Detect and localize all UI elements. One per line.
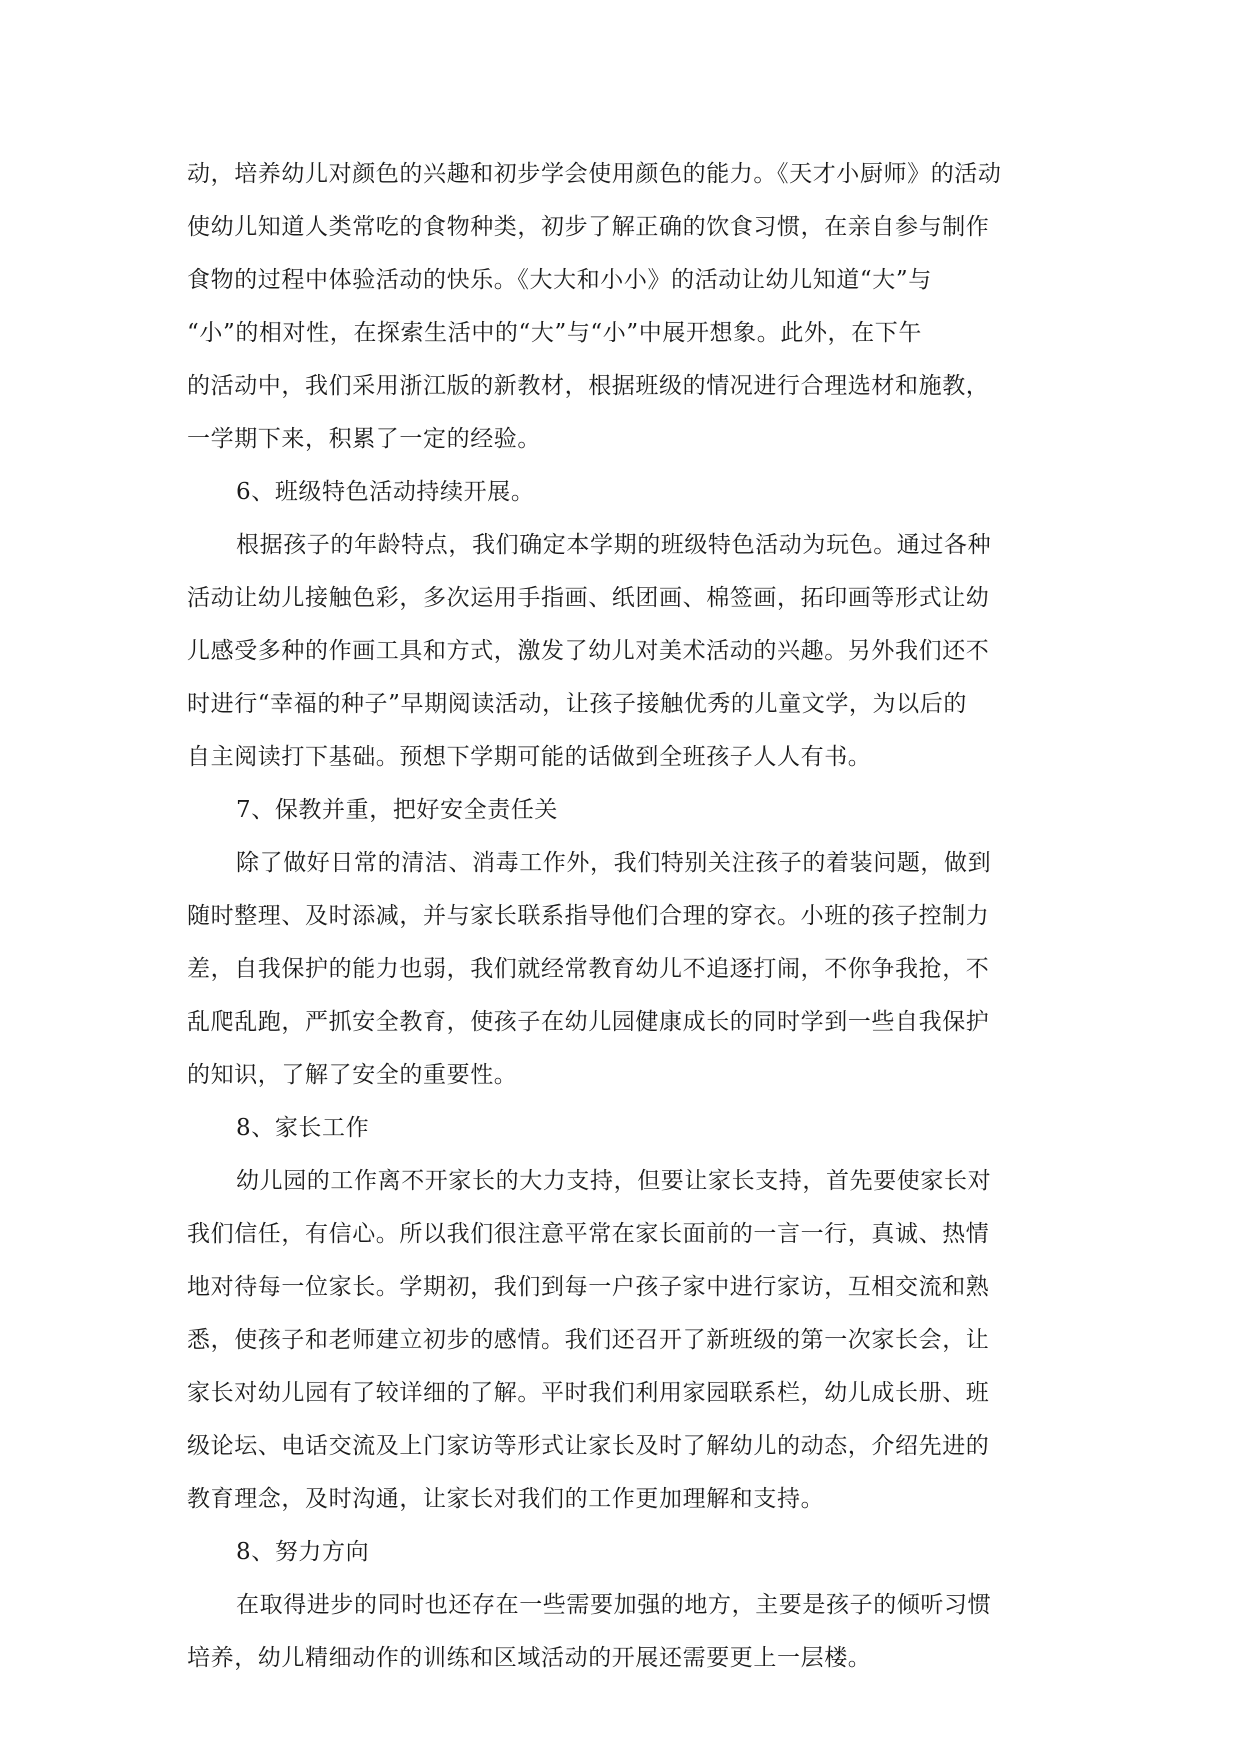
paragraph-line: 悉，使孩子和老师建立初步的感情。我们还召开了新班级的第一次家长会，让 [187,1327,990,1353]
paragraph-line: 动，培养幼儿对颜色的兴趣和初步学会使用颜色的能力。《天才小厨师》的活动 [187,161,1002,187]
paragraph-line: 随时整理、及时添减，并与家长联系指导他们合理的穿衣。小班的孩子控制力 [187,903,990,929]
paragraph-line: 根据孩子的年龄特点，我们确定本学期的班级特色活动为玩色。通过各种 [236,532,992,558]
paragraph-line: “小”的相对性，在探索生活中的“大”与“小”中展开想象。此外，在下午 [187,320,922,346]
paragraph-line: 级论坛、电话交流及上门家访等形式让家长及时了解幼儿的动态，介绍先进的 [187,1433,990,1459]
paragraph-line: 自主阅读打下基础。预想下学期可能的话做到全班孩子人人有书。 [187,744,872,770]
paragraph-line: 使幼儿知道人类常吃的食物种类，初步了解正确的饮食习惯，在亲自参与制作 [187,214,990,240]
paragraph-line: 除了做好日常的清洁、消毒工作外，我们特别关注孩子的着装问题，做到 [236,850,992,876]
paragraph-line: 乱爬乱跑，严抓安全教育，使孩子在幼儿园健康成长的同时学到一些自我保护 [187,1009,990,1035]
section-heading-6: 6、班级特色活动持续开展。 [236,479,535,505]
paragraph-line: 幼儿园的工作离不开家长的大力支持，但要让家长支持，首先要使家长对 [236,1168,992,1194]
paragraph-line: 儿感受多种的作画工具和方式，激发了幼儿对美术活动的兴趣。另外我们还不 [187,638,990,664]
paragraph-line: 教育理念，及时沟通，让家长对我们的工作更加理解和支持。 [187,1486,825,1512]
paragraph-line: 一学期下来，积累了一定的经验。 [187,426,541,452]
section-heading-7: 7、保教并重，把好安全责任关 [236,797,559,823]
paragraph-line: 培养，幼儿精细动作的训练和区域活动的开展还需要更上一层楼。 [187,1645,872,1671]
section-heading-8-direction: 8、努力方向 [236,1539,370,1565]
paragraph-line: 的知识，了解了安全的重要性。 [187,1062,518,1088]
paragraph-line: 食物的过程中体验活动的快乐。《大大和小小》的活动让幼儿知道“大”与 [187,267,932,293]
paragraph-line: 我们信任，有信心。所以我们很注意平常在家长面前的一言一行，真诚、热情 [187,1221,990,1247]
paragraph-line: 的活动中，我们采用浙江版的新教材，根据班级的情况进行合理选材和施教， [187,373,990,399]
paragraph-line: 在取得进步的同时也还存在一些需要加强的地方，主要是孩子的倾听习惯 [236,1592,992,1618]
paragraph-line: 活动让幼儿接触色彩，多次运用手指画、纸团画、棉签画，拓印画等形式让幼 [187,585,990,611]
paragraph-line: 差，自我保护的能力也弱，我们就经常教育幼儿不追逐打闹，不你争我抢，不 [187,956,990,982]
section-heading-8-parents: 8、家长工作 [236,1115,370,1141]
paragraph-line: 时进行“幸福的种子”早期阅读活动，让孩子接触优秀的儿童文学，为以后的 [187,691,967,717]
paragraph-line: 家长对幼儿园有了较详细的了解。平时我们利用家园联系栏，幼儿成长册、班 [187,1380,990,1406]
paragraph-line: 地对待每一位家长。学期初，我们到每一户孩子家中进行家访，互相交流和熟 [187,1274,990,1300]
